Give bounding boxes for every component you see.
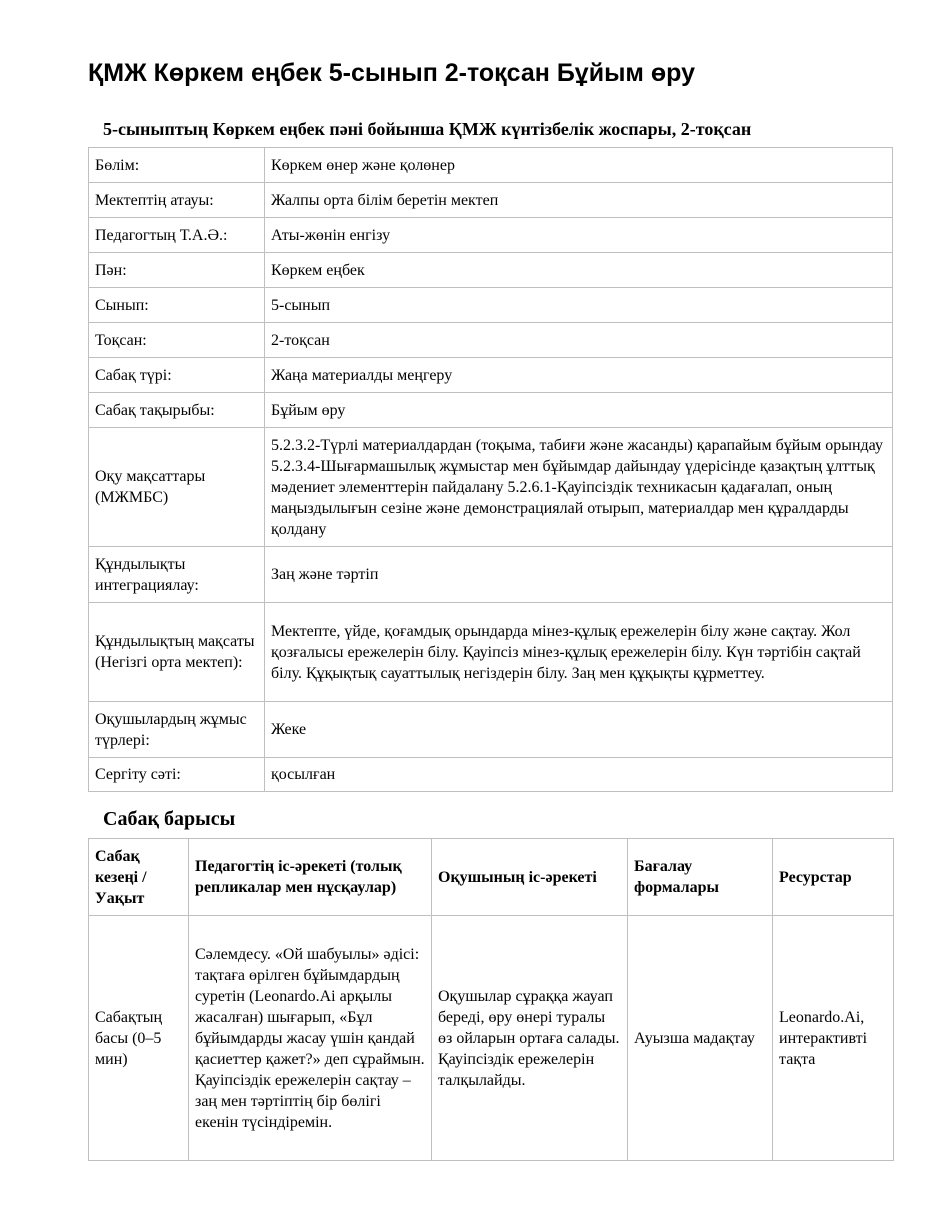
info-label: Бөлім: [89,148,265,183]
table-row [89,428,893,547]
info-value: 2-тоқсан [265,323,893,358]
table-row [89,547,893,603]
info-value: қосылған [265,758,893,792]
info-label: Сабақ тақырыбы: [89,393,265,428]
info-value: Көркем еңбек [265,253,893,288]
teacher-action-cell: Сәлемдесу. «Ой шабуылы» әдісі: тақтаға өрілген бұйымдардың суретін (Leonardo.Ai арқылы жасалған) шығарып, «Бұл бұйымдарды жасау үшін қандай қасиеттер қажет?» деп сұраймын. Қауіпсіздік ережелерін сақтау – заң мен тәртіптің бір бөлігі екенін түсіндіремін. [189,916,432,1161]
table-header-row [89,839,894,916]
info-value: 5-сынып [265,288,893,323]
table-row [89,253,893,288]
student-action-cell: Оқушылар сұраққа жауап береді, өру өнері туралы өз ойларын ортаға салады. Қауіпсіздік ережелерін талқылайды. [432,916,628,1161]
info-label: Пән: [89,253,265,288]
lesson-table [88,838,894,1161]
column-header: Оқушының іс-әрекеті [432,839,628,916]
table-row [89,758,893,792]
table-row [89,603,893,702]
assessment-cell: Ауызша мадақтау [628,916,773,1161]
info-label: Сынып: [89,288,265,323]
resources-cell: Leonardo.Ai, интерактивті тақта [773,916,894,1161]
info-label: Оқушылардың жұмыс түрлері: [89,702,265,758]
column-header: Бағалау формалары [628,839,773,916]
column-header: Сабақ кезеңі / Уақыт [89,839,189,916]
info-value: Аты-жөнін енгізу [265,218,893,253]
info-value: Заң және тәртіп [265,547,893,603]
info-value: Жеке [265,702,893,758]
info-label: Педагогтың Т.А.Ә.: [89,218,265,253]
info-value: Мектепте, үйде, қоғамдық орындарда мінез-құлық ережелерін білу және сақтау. Жол қозғалысы ережелерін білу. Қауіпсіз мінез-құлық ережелерін білу. Күн тәртібін сақтай білу. Құқықтық сауаттылық негіздерін білу. Заң мен құқықты құрметтеу. [265,603,893,702]
info-value: Жаңа материалды меңгеру [265,358,893,393]
table-row [89,702,893,758]
table-row [89,148,893,183]
document-title: ҚМЖ Көркем еңбек 5-сынып 2-тоқсан Бұйым өру [88,59,695,87]
info-label: Оқу мақсаттары (МЖМБС) [89,428,265,547]
table-row [89,393,893,428]
table-row [89,183,893,218]
info-value: Бұйым өру [265,393,893,428]
info-label: Сергіту сәті: [89,758,265,792]
info-label: Мектептің атауы: [89,183,265,218]
info-value: Жалпы орта білім беретін мектеп [265,183,893,218]
info-label: Тоқсан: [89,323,265,358]
table-row [89,288,893,323]
plan-subtitle: 5-сыныптың Көркем еңбек пәні бойынша ҚМЖ күнтізбелік жоспары, 2-тоқсан [103,119,752,139]
column-header: Педагогтің іс-әрекеті (толық репликалар мен нұсқаулар) [189,839,432,916]
info-table [88,147,893,792]
column-header: Ресурстар [773,839,894,916]
info-label: Құндылықты интеграциялау: [89,547,265,603]
stage-cell: Сабақтың басы (0–5 мин) [89,916,189,1161]
table-row [89,916,894,1161]
info-label: Құндылықтың мақсаты (Негізгі орта мектеп): [89,603,265,702]
info-label: Сабақ түрі: [89,358,265,393]
table-row [89,218,893,253]
table-row [89,358,893,393]
section-title: Сабақ барысы [103,808,236,830]
info-value: Көркем өнер және қолөнер [265,148,893,183]
info-value: 5.2.3.2-Түрлі материалдардан (тоқыма, табиғи және жасанды) қарапайым бұйым орындау 5.2.3.4-Шығармашылық жұмыстар мен бұйымдар дайындау үдерісінде қазақтың ұлттық мәдениет элементтерін пайдалану 5.2.6.1-Қауіпсіздік техникасын қадағалап, оның маңыздылығын сезіне және демонстрациялай отырып, материалдар мен құралдарды қолдану [265,428,893,547]
table-row [89,323,893,358]
